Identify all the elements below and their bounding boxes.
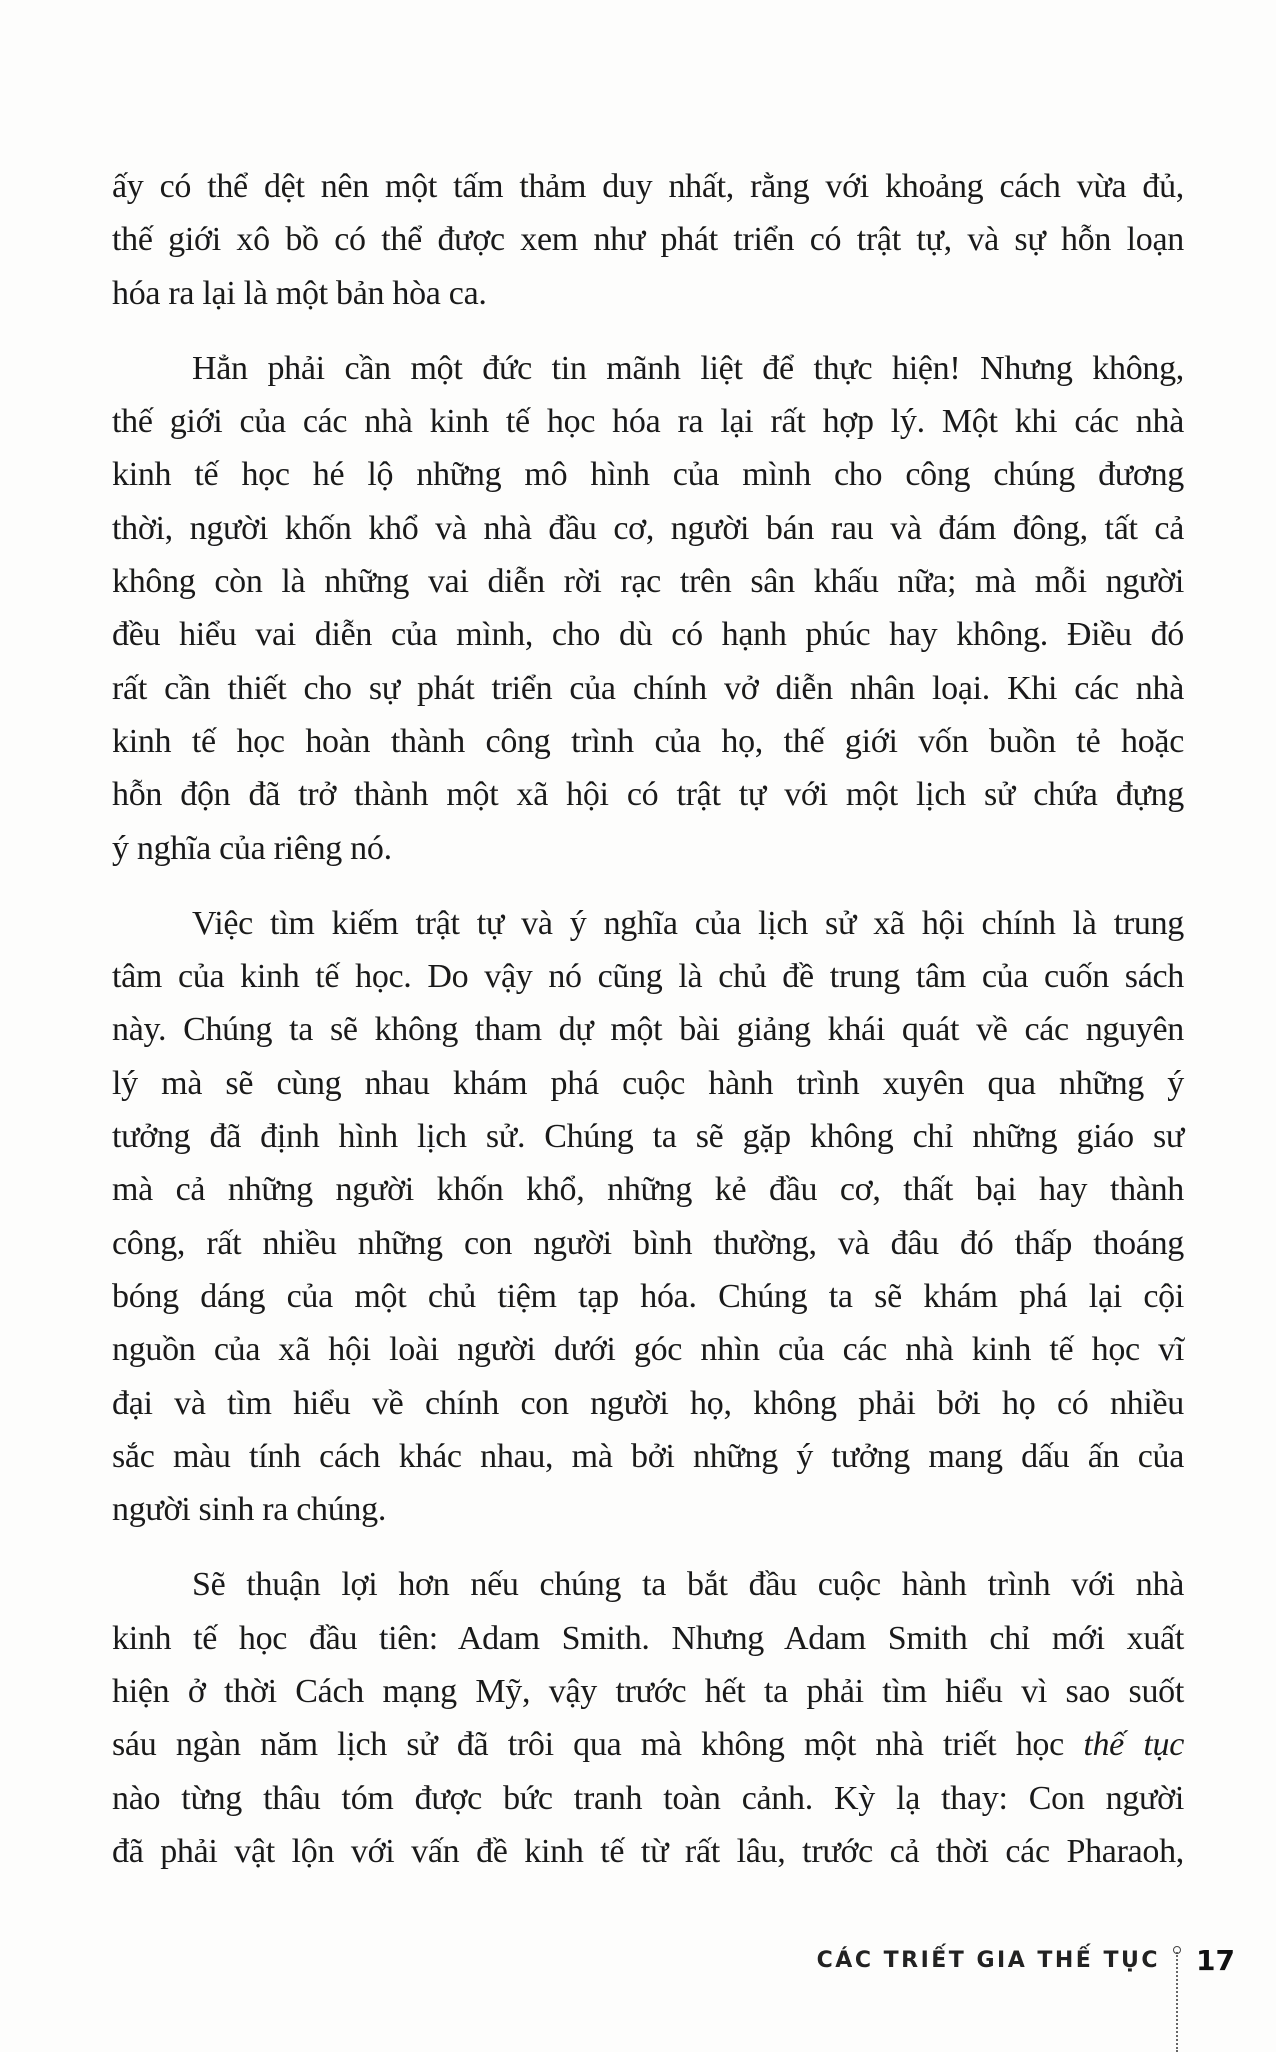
text-line: Việc tìm kiếm trật tự và ý nghĩa của lịch sử xã hội chính là trung — [192, 904, 1184, 942]
text-line: kinh tế học đầu tiên: Adam Smith. Nhưng Adam Smith chỉ mới xuất — [112, 1619, 1184, 1657]
italic-phrase: thế tục — [1083, 1726, 1184, 1764]
text-line: nguồn của xã hội loài người dưới góc nhìn của các nhà kinh tế học vĩ — [112, 1331, 1184, 1369]
text-line: đại và tìm hiểu về chính con người họ, không phải bởi họ có nhiều — [112, 1384, 1184, 1422]
text-segment: sáu ngàn năm lịch sử đã trôi qua mà không một nhà triết học — [112, 1726, 1084, 1764]
text-line: rất cần thiết cho sự phát triển của chính vở diễn nhân loại. Khi các nhà — [112, 669, 1184, 707]
text-line: Sẽ thuận lợi hơn nếu chúng ta bắt đầu cuộc hành trình với nhà — [192, 1566, 1184, 1604]
text-line: hiện ở thời Cách mạng Mỹ, vậy trước hết ta phải tìm hiểu vì sao suốt — [112, 1673, 1184, 1711]
running-title: CÁC TRIẾT GIA THẾ TỤC — [816, 1948, 1160, 1973]
text-line: mà cả những người khốn khổ, những kẻ đầu cơ, thất bại hay thành — [112, 1171, 1184, 1209]
page-footer — [0, 1944, 1276, 2048]
text-line: tưởng đã định hình lịch sử. Chúng ta sẽ gặp không chỉ những giáo sư — [112, 1118, 1184, 1156]
text-line: không còn là những vai diễn rời rạc trên sân khấu nữa; mà mỗi người — [112, 563, 1184, 601]
paragraph-2 — [112, 342, 1184, 875]
page-number: 17 — [1196, 1944, 1235, 1977]
text-line: này. Chúng ta sẽ không tham dự một bài giảng khái quát về các nguyên — [112, 1011, 1184, 1049]
paragraph-3 — [112, 897, 1184, 1537]
text-line: đã phải vật lộn với vấn đề kinh tế từ rất lâu, trước cả thời các Pharaoh, — [112, 1832, 1184, 1870]
text-line: ấy có thể dệt nên một tấm thảm duy nhất, rằng với khoảng cách vừa đủ, — [112, 168, 1184, 205]
body-text — [112, 160, 1184, 1900]
text-line: đều hiểu vai diễn của mình, cho dù có hạnh phúc hay không. Điều đó — [112, 616, 1184, 654]
paragraph-1 — [112, 160, 1184, 320]
text-line — [112, 1718, 1184, 1771]
text-line: ý nghĩa của riêng nó. — [112, 829, 392, 867]
text-line: hỗn độn đã trở thành một xã hội có trật tự với một lịch sử chứa đựng — [112, 776, 1184, 814]
paragraph-4 — [112, 1558, 1184, 1878]
text-line: thế giới của các nhà kinh tế học hóa ra lại rất hợp lý. Một khi các nhà — [112, 403, 1184, 441]
text-line: thời, người khốn khổ và nhà đầu cơ, người bán rau và đám đông, tất cả — [112, 509, 1184, 547]
text-line: sắc màu tính cách khác nhau, mà bởi những ý tưởng mang dấu ấn của — [112, 1437, 1184, 1475]
text-line: tâm của kinh tế học. Do vậy nó cũng là chủ đề trung tâm của cuốn sách — [112, 958, 1184, 996]
text-line: thế giới xô bồ có thể được xem như phát triển có trật tự, và sự hỗn loạn — [112, 221, 1184, 259]
text-line: hóa ra lại là một bản hòa ca. — [112, 274, 487, 312]
text-line: lý mà sẽ cùng nhau khám phá cuộc hành trình xuyên qua những ý — [112, 1064, 1184, 1102]
text-line: kinh tế học hé lộ những mô hình của mình cho công chúng đương — [112, 456, 1184, 494]
text-line: bóng dáng của một chủ tiệm tạp hóa. Chúng ta sẽ khám phá lại cội — [112, 1277, 1184, 1315]
text-line: công, rất nhiều những con người bình thường, và đâu đó thấp thoáng — [112, 1224, 1184, 1262]
text-line: nào từng thâu tóm được bức tranh toàn cảnh. Kỳ lạ thay: Con người — [112, 1779, 1184, 1817]
text-line: người sinh ra chúng. — [112, 1491, 387, 1529]
text-line: Hẳn phải cần một đức tin mãnh liệt để thực hiện! Nhưng không, — [192, 349, 1184, 387]
text-line: kinh tế học hoàn thành công trình của họ, thế giới vốn buồn tẻ hoặc — [112, 722, 1184, 760]
footer-divider — [1176, 1952, 1178, 2052]
